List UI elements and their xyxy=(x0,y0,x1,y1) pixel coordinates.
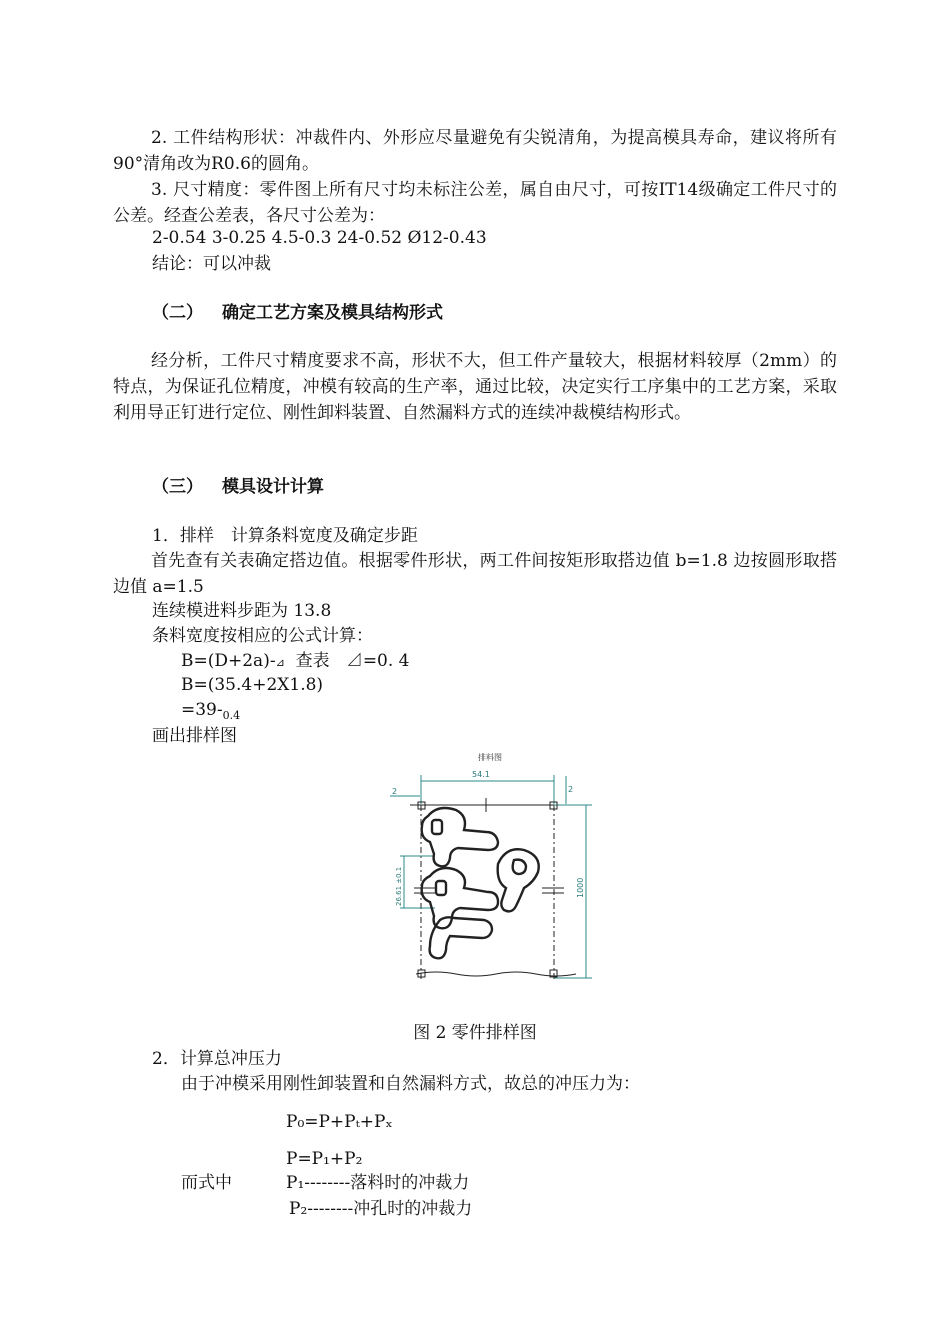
draw-layout-text: 画出排样图 xyxy=(152,726,237,746)
section-3-heading xyxy=(152,475,324,499)
formula-1 xyxy=(181,649,410,675)
section-2-body: 经分析，工件尺寸精度要求不高，形状不大，但工件产量较大，根据材料较厚（2mm）的特点，为保证孔位精度，冲模有较高的生产率，通过比较，决定实行工序集中的工艺方案，采取利用导正钉进行定位、刚性卸料装置、自然漏料方式的连续冲裁模结构形式。 xyxy=(113,351,837,423)
strip-layout-figure xyxy=(380,748,605,988)
tolerance-list: 2-0.54 3-0.25 4.5-0.3 24-0.52 Ø12-0.43 xyxy=(152,228,487,248)
formula-2: B=(35.4+2X1.8) xyxy=(181,675,324,695)
section-2-heading xyxy=(152,301,443,325)
conclusion-text: 结论：可以冲裁 xyxy=(152,254,271,274)
layout-subheading: 1．排样 计算条料宽度及确定步距 xyxy=(152,526,418,546)
dim-side: 26.61 ±0.1 xyxy=(395,866,403,906)
strip-layout-drawing xyxy=(380,748,605,988)
formula-1-main: B=(D+2a)- xyxy=(181,651,276,671)
section-3-number: （三） xyxy=(152,477,203,497)
dim-top: 54.1 xyxy=(472,770,490,779)
dim-height: 1000 xyxy=(576,877,585,898)
force-subheading: 2．计算总冲压力 xyxy=(152,1049,282,1069)
precision-paragraph: 3. 尺寸精度：零件图上所有尺寸均未标注公差，属自由尺寸，可按IT14级确定工件尺寸的公差。经查公差表，各尺寸公差为： xyxy=(113,180,837,226)
where-label: 而式中 xyxy=(181,1173,232,1193)
section-2-number: （二） xyxy=(152,303,203,323)
definition-p2: P₂--------冲孔时的冲裁力 xyxy=(289,1199,473,1219)
formula-1-delta: ⊿ xyxy=(275,656,285,669)
equation-p: P=P₁+P₂ xyxy=(286,1149,363,1169)
equation-total-force: P₀=P+Pₜ+Pₓ xyxy=(286,1112,393,1132)
formula-3-main: =39- xyxy=(181,700,223,720)
formula-1-lookup: 查表 ⊿=0. 4 xyxy=(284,651,410,671)
figure-caption: 图 2 零件排样图 xyxy=(413,1023,537,1043)
formula-3-sub: 0.4 xyxy=(222,709,241,722)
dim-left: 2 xyxy=(392,787,398,796)
figure-title: 排料图 xyxy=(478,753,502,762)
strip-width-intro: 条料宽度按相应的公式计算： xyxy=(152,626,373,646)
overlap-paragraph: 首先查有关表确定搭边值。根据零件形状，两工件间按矩形取搭边值 b=1.8 边按圆形取搭边值 a=1.5 xyxy=(113,551,837,597)
force-intro: 由于冲模采用刚性卸装置和自然漏料方式，故总的冲压力为： xyxy=(181,1074,640,1094)
step-distance-text: 连续模进料步距为 13.8 xyxy=(152,601,332,621)
structure-paragraph: 2. 工件结构形状：冲裁件内、外形应尽量避免有尖锐清角，为提高模具寿命，建议将所有90°清角改为R0.6的圆角。 xyxy=(113,128,837,174)
dim-right: 2 xyxy=(568,785,574,794)
section-3-title: 模具设计计算 xyxy=(222,477,324,497)
definition-p1: P₁--------落料时的冲裁力 xyxy=(286,1173,470,1193)
section-2-title: 确定工艺方案及模具结构形式 xyxy=(222,303,443,323)
